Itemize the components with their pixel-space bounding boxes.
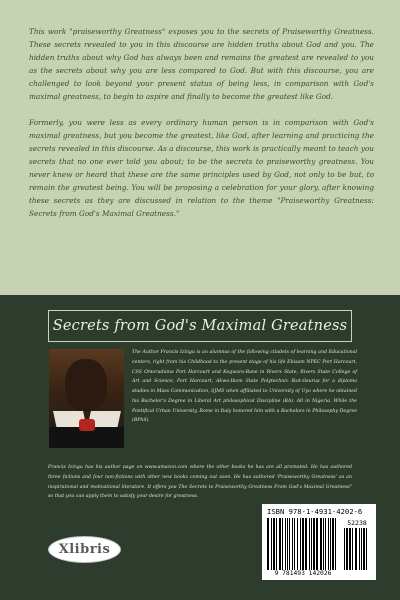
barcode-bar xyxy=(366,528,367,570)
barcode-bar xyxy=(285,518,286,570)
barcode-number: 9 781493 142026 xyxy=(274,570,332,577)
author-photo xyxy=(49,349,124,448)
barcode-bar xyxy=(359,528,360,570)
price-barcode xyxy=(344,528,370,570)
barcode-bar xyxy=(361,528,362,570)
isbn-barcode xyxy=(267,518,339,570)
description-text xyxy=(29,25,374,232)
barcode-bar xyxy=(292,518,293,570)
barcode-bar xyxy=(302,518,304,570)
barcode-bar xyxy=(287,518,288,570)
description-paragraph-1: This work "praiseworthy Greatness" exposes you to the secrets of Praiseworthy Greatness. These secrets revealed to you in this discourse are hidden truths about God and you. The hidden truths about why God has always been and remains the greatest are revealed to you as the secrets about why you are less compared to God. But with this discourse, you are challenged to look beyond your present status of being less, in comparison with God's maximal greatness, to begin to aspire and finally to become the greatest like God. xyxy=(29,27,374,102)
barcode-bar xyxy=(330,518,331,570)
publisher-logo-text: Xlibris xyxy=(58,542,111,557)
barcode-bar xyxy=(309,518,310,570)
author-bio-continued: Francis Izingu has his author page on www.amazon.com where the other books he has are all promoted. He has authored three fictions and four non-fictions with other new books coming out soon. He has authored 'Praiseworthy Greatness' as an inspirational and motivational literature. It offers you The Secrets to Praiseworthy Greatness From God's Maximal Greatness" so that you can apply them to satisfy your desire for greatness. xyxy=(48,465,352,500)
barcode-bar xyxy=(346,528,348,570)
barcode-bar xyxy=(273,518,275,570)
barcode-box xyxy=(262,504,376,580)
barcode-bar xyxy=(267,518,269,570)
barcode-bar xyxy=(335,518,336,570)
price-code: 52238 xyxy=(347,519,367,527)
barcode-bar xyxy=(271,518,272,570)
barcode-bar xyxy=(320,518,322,570)
description-panel xyxy=(0,0,400,295)
barcode-bar xyxy=(300,518,301,570)
book-title-box xyxy=(48,310,352,342)
barcode-bar xyxy=(349,528,351,570)
barcode-bar xyxy=(323,518,324,570)
barcode-bar xyxy=(344,528,345,570)
book-title: Secrets from God's Maximal Greatness xyxy=(52,318,348,334)
barcode-bar xyxy=(328,518,329,570)
barcode-bar xyxy=(297,518,298,570)
description-paragraph-2: Formerly, you were less as every ordinary human person is in comparison with God's maximal greatness, but you become the greatest, like God, after learning and practicing the secrets revealed in this discourse. As a discourse, this work is practically meant to teach you secrets that no one ever told you about; to be the secrets to praiseworthy greatness. You never knew or heard that these are the same principles used by God, not only to be but, to remain the greatest being. You will be proposing a celebration for your glory, after knowing these secrets as they are discussed in relation to the theme "Praiseworthy Greatness: Secrets from God's Maximal Greatness." xyxy=(29,117,374,219)
barcode-bar xyxy=(276,518,277,570)
barcode-bar xyxy=(332,518,334,570)
barcode-bar xyxy=(352,528,353,570)
isbn-label: ISBN 978-1-4931-4202-6 xyxy=(267,507,363,516)
barcode-bar xyxy=(279,518,281,570)
barcode-bar xyxy=(289,518,290,570)
barcode-bar xyxy=(355,528,357,570)
bow-tie xyxy=(79,419,95,431)
barcode-bar xyxy=(316,518,318,570)
barcode-bar xyxy=(305,518,307,570)
barcode-bar xyxy=(363,528,365,570)
barcode-bar xyxy=(313,518,315,570)
barcode-bar xyxy=(311,518,312,570)
publisher-logo xyxy=(48,536,121,563)
author-bio: The Author Francis Izingu is an alumnus of the following citadels of learning and Educational centers, right from his Childhood to the present stage of his life Ebisam NPEC Port Harcourt, CSS Omoruduma Port Harcourt and Kegwara-Bane in Rivers State, Rivers State College of Art and Science, Port Harcourt, Akwa-Ibom State Polytechnic Ikot-Osurua for a diploma studies in Mass Communication, SJMS when affiliated to University of Uyo where he obtained his Bachelor's Degree in Liberal Art philosophical Discipline (BA). All in Nigeria. While the Pontifical Urban University, Rome in Italy honored him with a Bachelors in Philosophy Degree (BPhil). xyxy=(132,350,357,424)
barcode-bar xyxy=(282,518,283,570)
barcode-bar xyxy=(294,518,295,570)
barcode-bar xyxy=(325,518,326,570)
